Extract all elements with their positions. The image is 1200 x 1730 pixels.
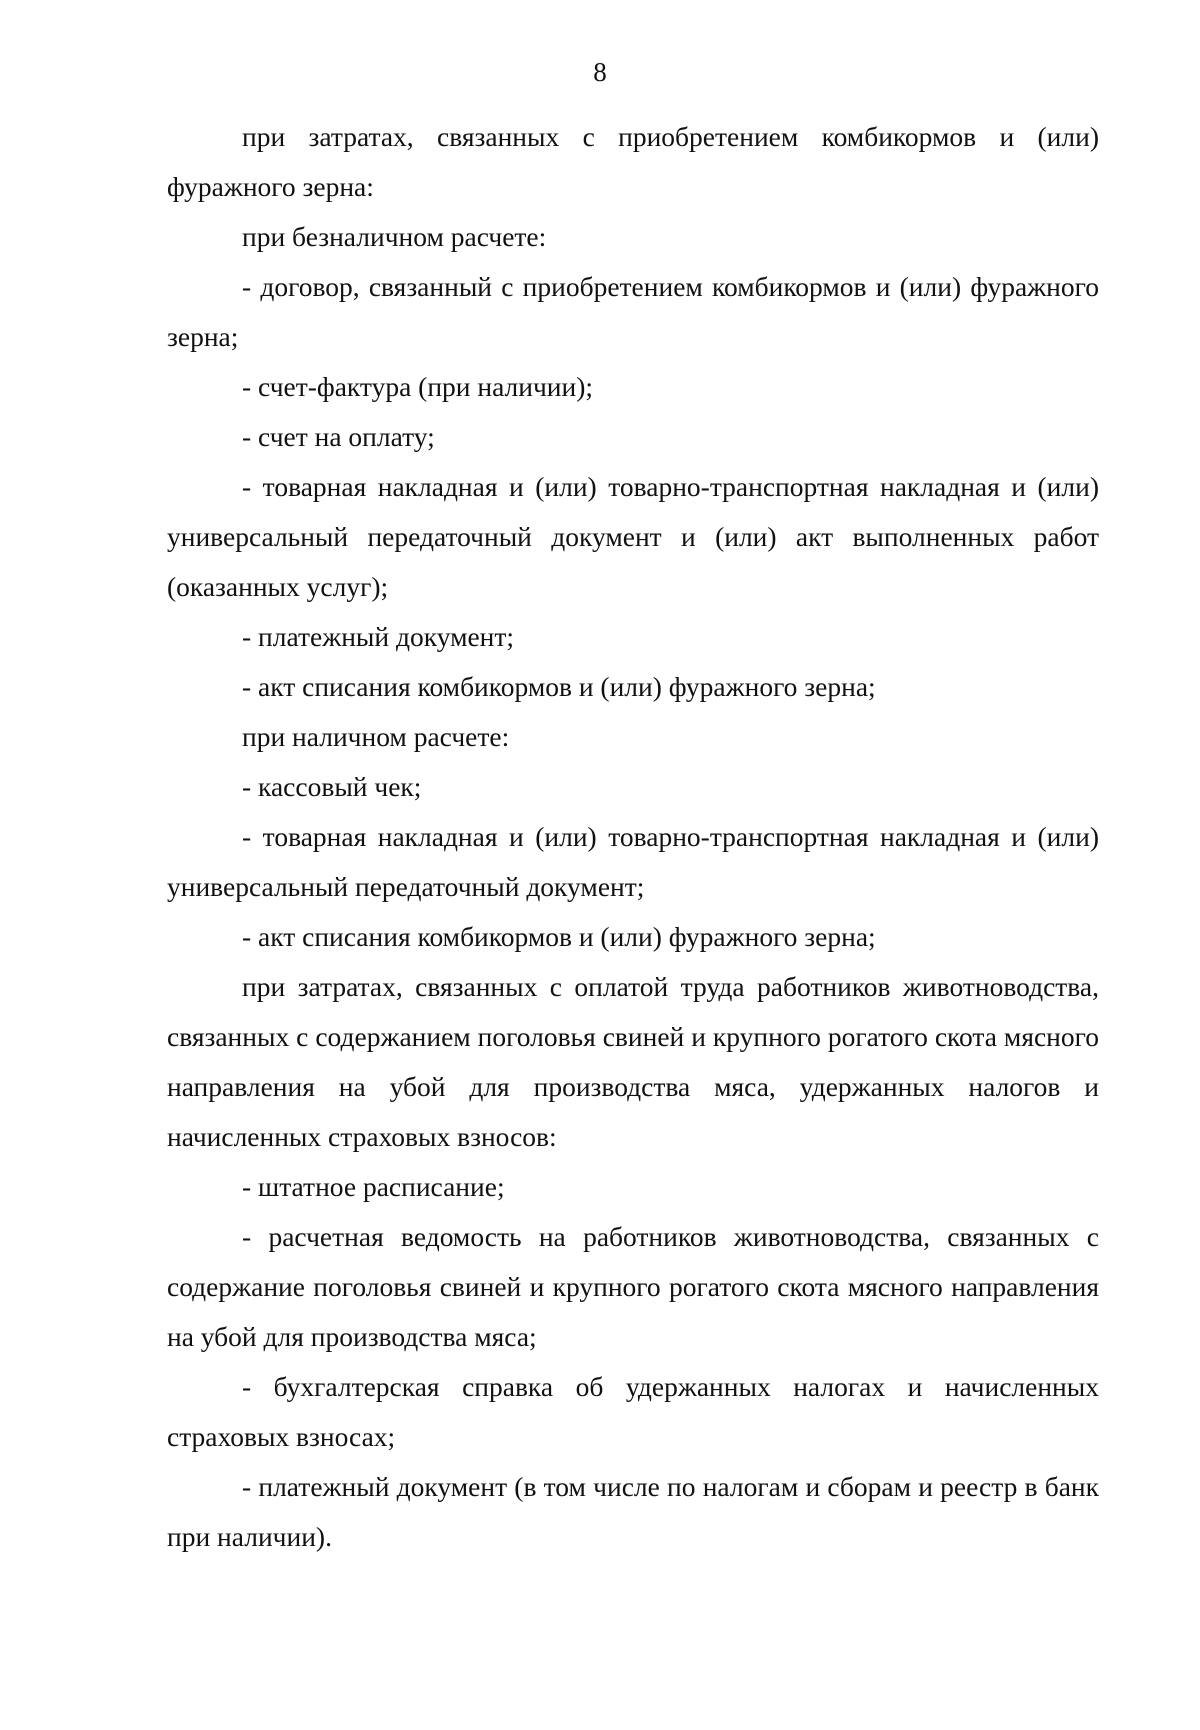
page-number: 8: [593, 57, 607, 87]
list-item: - платежный документ (в том числе по налогам и сборам и реестр в банк при наличии).: [167, 1471, 1099, 1552]
paragraph-cashless-heading: при безналичном расчете:: [242, 221, 547, 252]
paragraph-feed-costs-intro: при затратах, связанных с приобретением комбикормов и (или) фуражного зерна:: [167, 121, 1099, 202]
list-item: - расчетная ведомость на работников животноводства, связанных с содержание поголовья свиней и крупного рогатого скота мясного направления на убой для производства мяса;: [167, 1221, 1099, 1352]
list-item: - счет-фактура (при наличии);: [242, 371, 594, 402]
list-item: - товарная накладная и (или) товарно-транспортная накладная и (или) универсальный передаточный документ;: [167, 821, 1099, 902]
list-item: - акт списания комбикормов и (или) фуражного зерна;: [242, 921, 876, 952]
list-item: - акт списания комбикормов и (или) фуражного зерна;: [242, 671, 876, 702]
paragraph-labor-costs-intro: при затратах, связанных с оплатой труда работников животноводства, связанных с содержанием поголовья свиней и крупного рогатого скота мясного направления на убой для производства мяса, удержанных налогов и начисленных страховых взносов:: [167, 971, 1099, 1152]
list-item: - товарная накладная и (или) товарно-транспортная накладная и (или) универсальный передаточный документ и (или) акт выполненных работ (оказанных услуг);: [167, 471, 1099, 602]
list-item: - кассовый чек;: [242, 771, 422, 802]
list-item: - счет на оплату;: [242, 421, 435, 452]
list-item: - договор, связанный с приобретением комбикормов и (или) фуражного зерна;: [167, 271, 1099, 352]
paragraph-cash-heading: при наличном расчете:: [242, 721, 510, 752]
document-body: [167, 112, 1099, 1562]
list-item: - платежный документ;: [242, 621, 515, 652]
list-item: - бухгалтерская справка об удержанных налогах и начисленных страховых взносах;: [167, 1371, 1099, 1452]
list-item: - штатное расписание;: [242, 1171, 505, 1202]
